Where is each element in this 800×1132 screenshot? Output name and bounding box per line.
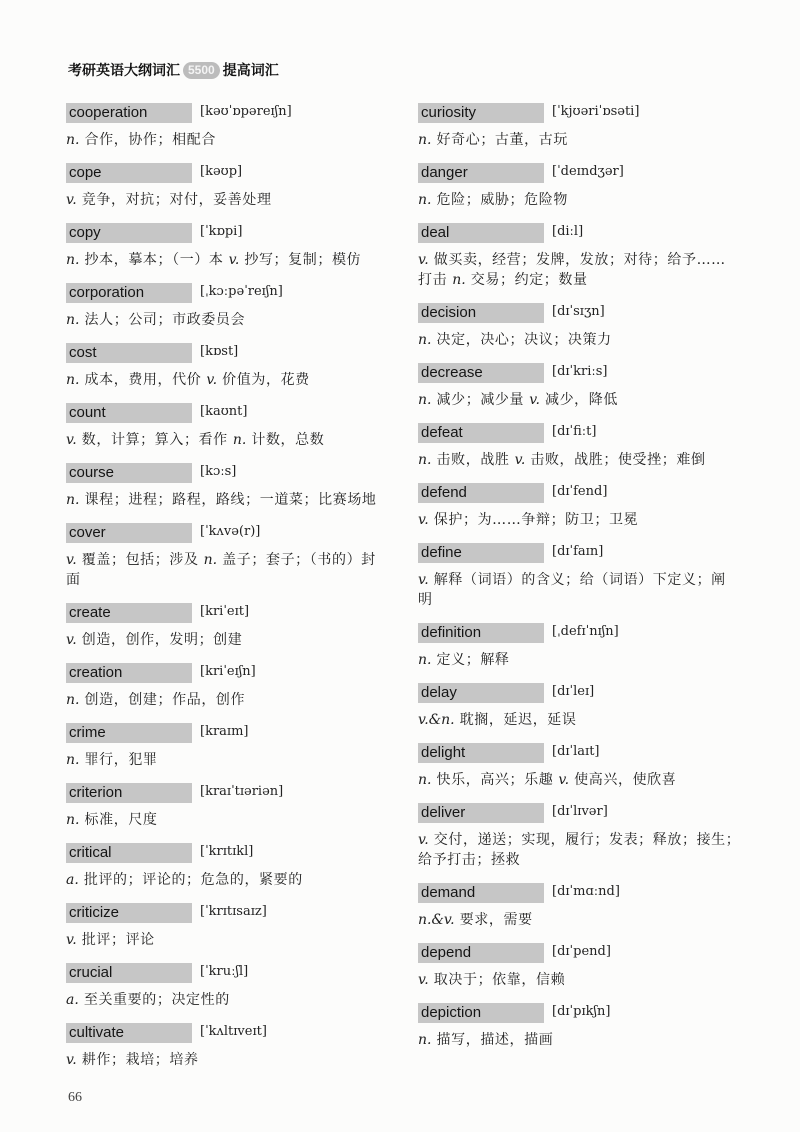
entry-head	[418, 1002, 750, 1022]
definition	[66, 690, 398, 710]
meaning-text: 价值为，花费	[222, 372, 310, 388]
phonetic: [kaʊnt]	[200, 404, 248, 419]
definition	[66, 750, 398, 770]
header-title: 考研英语大纲词汇	[68, 63, 180, 79]
phonetic: [dɪˈfend]	[552, 484, 608, 499]
meaning-text: 合作，协作；相配合	[84, 132, 216, 148]
headword: cooperation	[66, 103, 192, 123]
vocab-entry	[66, 962, 398, 1010]
meaning-text: 好奇心；古董，古玩	[436, 132, 568, 148]
phonetic: [dɪˈmɑːnd]	[552, 884, 620, 899]
definition	[66, 130, 398, 150]
running-header	[68, 60, 279, 80]
phonetic: [ˈkʌltɪveɪt]	[200, 1024, 267, 1039]
definition	[418, 710, 750, 730]
phonetic: [kəʊˈɒpəreɪʃn]	[200, 104, 292, 119]
part-of-speech: n.	[66, 312, 80, 328]
part-of-speech: v.	[418, 972, 429, 988]
vocab-entry	[66, 782, 398, 830]
vocab-entry	[66, 722, 398, 770]
part-of-speech: v.	[558, 772, 570, 788]
meaning-text: 批评；评论	[81, 932, 155, 948]
entry-head	[418, 742, 750, 762]
part-of-speech: a.	[66, 992, 79, 1008]
meaning-text: 描写，描述，描画	[436, 1032, 554, 1048]
vocab-entry	[66, 402, 398, 450]
meaning-text: 罪行，犯罪	[84, 752, 158, 768]
meaning-text: 创造，创作，发明；创建	[81, 632, 243, 648]
part-of-speech: v.&n.	[418, 712, 455, 728]
vocab-entry	[66, 902, 398, 950]
entry-head	[418, 162, 750, 182]
part-of-speech: n.&v.	[418, 912, 455, 928]
vocab-entry	[66, 222, 398, 270]
headword: depend	[418, 943, 544, 963]
definition	[66, 990, 398, 1010]
part-of-speech: n.	[66, 252, 80, 268]
phonetic: [ˈkjʊəriˈɒsəti]	[552, 104, 640, 119]
vocab-entry	[418, 102, 750, 150]
entry-head	[66, 522, 398, 542]
headword: defeat	[418, 423, 544, 443]
definition	[66, 1050, 398, 1070]
entry-head	[66, 722, 398, 742]
meaning-text: 抄本，摹本；（一）本	[84, 252, 224, 268]
entry-head	[418, 622, 750, 642]
meaning-text: 抄写；复制；模仿	[244, 252, 362, 268]
headword: cultivate	[66, 1023, 192, 1043]
entry-head	[66, 282, 398, 302]
vocab-entry	[66, 522, 398, 590]
meaning-text: 竞争，对抗；对付，妥善处理	[81, 192, 272, 208]
vocab-entry	[66, 1022, 398, 1070]
part-of-speech: a.	[66, 872, 79, 888]
part-of-speech: n.	[418, 452, 432, 468]
part-of-speech: v.	[418, 832, 429, 848]
phonetic: [diːl]	[552, 224, 584, 239]
definition	[66, 930, 398, 950]
meaning-text: 击败，战胜；使受挫；难倒	[530, 452, 706, 468]
meaning-text: 保护；为……争辩；防卫；卫冕	[433, 512, 639, 528]
meaning-text: 盖子；套子；（书的）封 面	[66, 552, 376, 588]
vocab-entry	[418, 942, 750, 990]
vocab-entry	[418, 422, 750, 470]
entry-head	[66, 102, 398, 122]
headword: delight	[418, 743, 544, 763]
part-of-speech: n.	[418, 1032, 432, 1048]
meaning-text: 减少；减少量	[436, 392, 525, 408]
part-of-speech: n.	[232, 432, 247, 448]
meaning-text: 危险；威胁；危险物	[436, 192, 568, 208]
vocab-entry	[418, 742, 750, 790]
vocab-entry	[66, 282, 398, 330]
left-column	[66, 102, 398, 1082]
headword: count	[66, 403, 192, 423]
entry-head	[66, 842, 398, 862]
entry-head	[418, 882, 750, 902]
definition	[418, 830, 750, 870]
phonetic: [kɔːs]	[200, 464, 237, 479]
entry-head	[66, 222, 398, 242]
entry-head	[418, 682, 750, 702]
right-column	[418, 102, 750, 1062]
entry-head	[418, 302, 750, 322]
definition	[418, 1030, 750, 1050]
part-of-speech: n.	[66, 692, 80, 708]
meaning-text: 标准，尺度	[84, 812, 158, 828]
headword: creation	[66, 663, 192, 683]
headword: crucial	[66, 963, 192, 983]
definition	[66, 430, 398, 450]
entry-head	[66, 782, 398, 802]
part-of-speech: v.	[529, 392, 540, 408]
part-of-speech: n.	[418, 332, 432, 348]
phonetic: [dɪˈkriːs]	[552, 364, 608, 379]
headword: critical	[66, 843, 192, 863]
entry-head	[66, 402, 398, 422]
definition	[66, 810, 398, 830]
headword: define	[418, 543, 544, 563]
phonetic: [ˌdefɪˈnɪʃn]	[552, 624, 619, 639]
meaning-text: 至关重要的；决定性的	[83, 992, 230, 1008]
meaning-text: 击败，战胜	[436, 452, 510, 468]
vocab-entry	[66, 662, 398, 710]
vocab-entry	[66, 602, 398, 650]
part-of-speech: n.	[203, 552, 218, 568]
headword: danger	[418, 163, 544, 183]
definition	[66, 370, 398, 390]
vocab-entry	[66, 462, 398, 510]
entry-head	[66, 662, 398, 682]
meaning-text: 决定，决心；决议；决策力	[436, 332, 612, 348]
part-of-speech: v.	[66, 192, 77, 208]
part-of-speech: n.	[66, 752, 80, 768]
headword: demand	[418, 883, 544, 903]
phonetic: [dɪˈleɪ]	[552, 684, 595, 699]
headword: cope	[66, 163, 192, 183]
meaning-text: 快乐，高兴；乐趣	[436, 772, 554, 788]
definition	[418, 650, 750, 670]
entry-head	[66, 162, 398, 182]
entry-head	[66, 1022, 398, 1042]
vocab-entry	[418, 542, 750, 610]
part-of-speech: n.	[66, 132, 80, 148]
phonetic: [ˈdeɪndʒər]	[552, 164, 624, 179]
part-of-speech: n.	[452, 272, 466, 288]
definition	[418, 190, 750, 210]
headword: depiction	[418, 1003, 544, 1023]
headword: curiosity	[418, 103, 544, 123]
meaning-text: 要求，需要	[459, 912, 533, 928]
entry-head	[418, 942, 750, 962]
meaning-text: 定义；解释	[436, 652, 510, 668]
entry-head	[418, 222, 750, 242]
meaning-text: 覆盖；包括；涉及	[81, 552, 199, 568]
phonetic: [ˈkrɪtɪkl]	[200, 844, 254, 859]
entry-head	[66, 962, 398, 982]
meaning-text: 成本，费用，代价	[84, 372, 202, 388]
vocab-entry	[418, 302, 750, 350]
definition	[418, 770, 750, 790]
phonetic: [ˌkɔːpəˈreɪʃn]	[200, 284, 283, 299]
part-of-speech: v.	[66, 632, 77, 648]
definition	[66, 870, 398, 890]
vocab-entry	[66, 842, 398, 890]
headword: defend	[418, 483, 544, 503]
phonetic: [ˈkɒpi]	[200, 224, 243, 239]
part-of-speech: n.	[418, 772, 432, 788]
headword: crime	[66, 723, 192, 743]
vocab-entry	[418, 622, 750, 670]
headword: create	[66, 603, 192, 623]
phonetic: [ˈkrɪtɪsaɪz]	[200, 904, 267, 919]
phonetic: [dɪˈpɪkʃn]	[552, 1004, 611, 1019]
part-of-speech: v.	[66, 1052, 77, 1068]
entry-head	[418, 542, 750, 562]
phonetic: [kraɪm]	[200, 724, 249, 739]
headword: cover	[66, 523, 192, 543]
part-of-speech: v.	[418, 252, 429, 268]
vocab-entry	[418, 362, 750, 410]
vocab-entry	[66, 102, 398, 150]
definition	[66, 550, 398, 590]
phonetic: [kriˈeɪt]	[200, 604, 250, 619]
headword: corporation	[66, 283, 192, 303]
definition	[418, 130, 750, 150]
word-count-badge: 5500	[183, 62, 220, 79]
definition	[66, 190, 398, 210]
phonetic: [ˈkʌvə(r)]	[200, 524, 261, 539]
meaning-text: 计数，总数	[251, 432, 325, 448]
definition	[66, 490, 398, 510]
meaning-text: 创造，创建；作品，创作	[84, 692, 246, 708]
phonetic: [kraɪˈtɪəriən]	[200, 784, 284, 799]
headword: definition	[418, 623, 544, 643]
headword: criterion	[66, 783, 192, 803]
meaning-text: 解释（词语）的含义；给（词语）下定义；阐 明	[418, 572, 726, 608]
part-of-speech: v.	[66, 432, 77, 448]
phonetic: [kɒst]	[200, 344, 239, 359]
part-of-speech: n.	[66, 812, 80, 828]
meaning-text: 课程；进程；路程，路线；一道菜；比赛场地	[84, 492, 377, 508]
part-of-speech: n.	[418, 132, 432, 148]
headword: cost	[66, 343, 192, 363]
part-of-speech: v.	[206, 372, 218, 388]
vocab-entry	[66, 162, 398, 210]
entry-head	[418, 802, 750, 822]
phonetic: [dɪˈlaɪt]	[552, 744, 600, 759]
part-of-speech: n.	[418, 652, 432, 668]
definition	[418, 390, 750, 410]
entry-head	[66, 462, 398, 482]
vocab-entry	[418, 1002, 750, 1050]
entry-head	[418, 482, 750, 502]
vocab-entry	[418, 682, 750, 730]
part-of-speech: n.	[66, 372, 80, 388]
part-of-speech: v.	[418, 572, 429, 588]
meaning-text: 交付，递送；实现，履行；发表；释放；接生； 给予打击；拯救	[418, 832, 741, 868]
vocab-entry	[418, 162, 750, 210]
phonetic: [kəʊp]	[200, 164, 243, 179]
definition	[418, 510, 750, 530]
meaning-text: 耕作；栽培；培养	[81, 1052, 199, 1068]
part-of-speech: n.	[66, 492, 80, 508]
definition	[66, 630, 398, 650]
meaning-text: 取决于；依靠，信赖	[433, 972, 566, 988]
phonetic: [dɪˈfaɪn]	[552, 544, 604, 559]
meaning-text: 交易；约定；数量	[470, 272, 588, 288]
meaning-text: 法人；公司；市政委员会	[84, 312, 246, 328]
entry-head	[418, 422, 750, 442]
phonetic: [kriˈeɪʃn]	[200, 664, 256, 679]
page-number: 66	[68, 1090, 82, 1105]
meaning-text: 耽搁，延迟，延误	[459, 712, 577, 728]
headword: course	[66, 463, 192, 483]
meaning-text: 做买卖，经营；发牌，发放；对待；给予…… 打击	[418, 252, 726, 288]
meaning-text: 使高兴，使欣喜	[574, 772, 677, 788]
entry-head	[66, 342, 398, 362]
part-of-speech: n.	[418, 392, 432, 408]
entry-head	[418, 102, 750, 122]
vocab-entry	[418, 882, 750, 930]
part-of-speech: v.	[418, 512, 429, 528]
phonetic: [dɪˈsɪʒn]	[552, 304, 605, 319]
part-of-speech: n.	[418, 192, 432, 208]
definition	[418, 250, 750, 290]
meaning-text: 批评的；评论的；危急的，紧要的	[83, 872, 303, 888]
meaning-text: 数，计算；算入；看作	[81, 432, 228, 448]
definition	[66, 310, 398, 330]
part-of-speech: v.	[66, 932, 77, 948]
phonetic: [dɪˈfiːt]	[552, 424, 597, 439]
vocab-entry	[418, 482, 750, 530]
phonetic: [dɪˈpend]	[552, 944, 611, 959]
definition	[418, 910, 750, 930]
definition	[418, 330, 750, 350]
entry-head	[418, 362, 750, 382]
vocab-entry	[418, 222, 750, 290]
part-of-speech: v.	[514, 452, 526, 468]
headword: copy	[66, 223, 192, 243]
definition	[66, 250, 398, 270]
entry-head	[66, 602, 398, 622]
phonetic: [dɪˈlɪvər]	[552, 804, 608, 819]
entry-head	[66, 902, 398, 922]
part-of-speech: v.	[66, 552, 77, 568]
headword: decrease	[418, 363, 544, 383]
headword: delay	[418, 683, 544, 703]
definition	[418, 970, 750, 990]
header-subtitle: 提高词汇	[222, 63, 279, 79]
phonetic: [ˈkruːʃl]	[200, 964, 249, 979]
vocab-entry	[418, 802, 750, 870]
headword: deal	[418, 223, 544, 243]
definition	[418, 450, 750, 470]
headword: decision	[418, 303, 544, 323]
definition	[418, 570, 750, 610]
headword: deliver	[418, 803, 544, 823]
part-of-speech: v.	[228, 252, 240, 268]
meaning-text: 减少，降低	[544, 392, 618, 408]
vocab-entry	[66, 342, 398, 390]
headword: criticize	[66, 903, 192, 923]
